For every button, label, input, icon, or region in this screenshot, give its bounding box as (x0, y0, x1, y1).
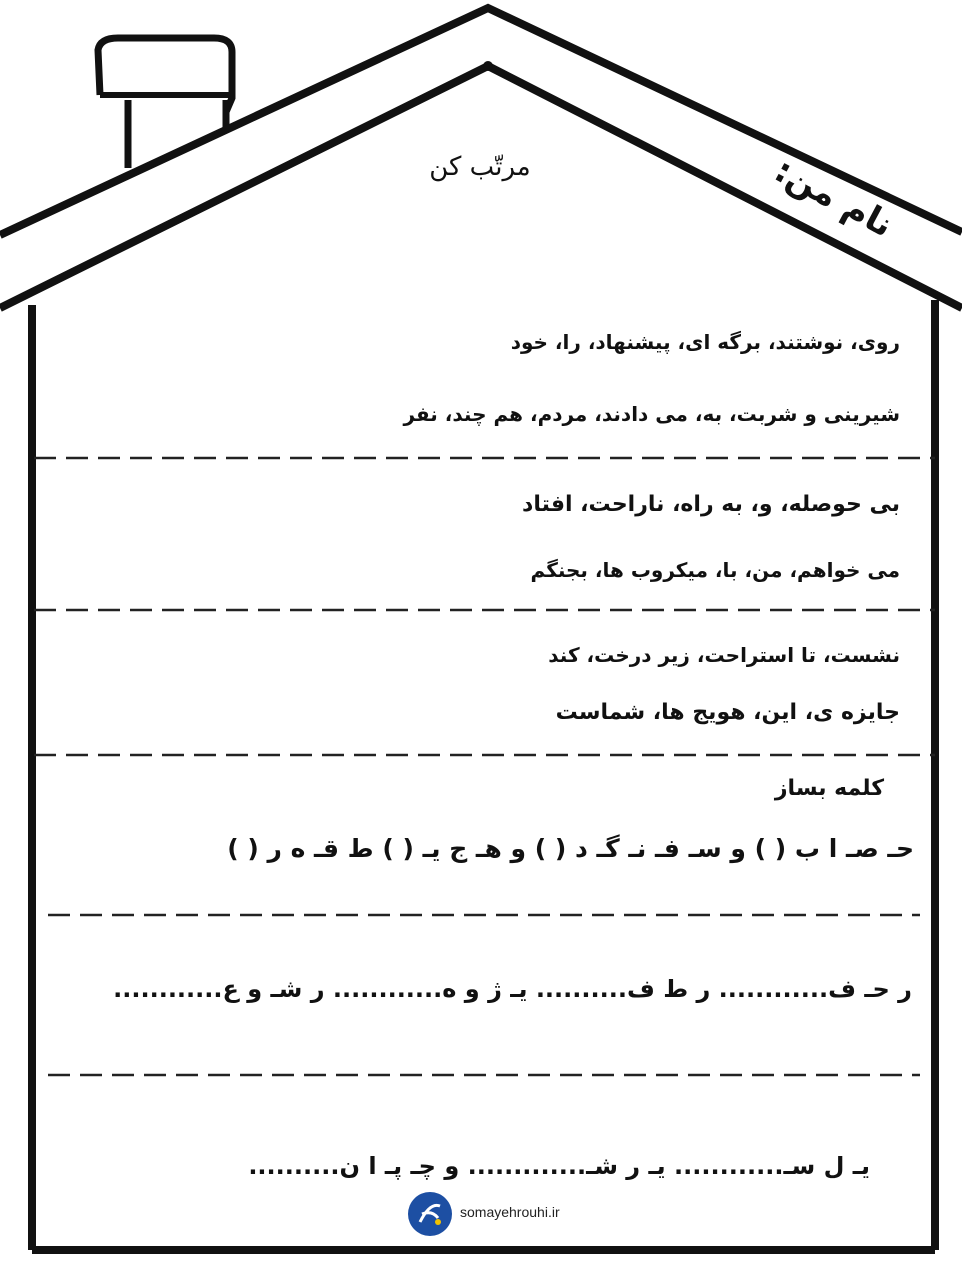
word-build-heading: کلمه بساز (774, 776, 884, 801)
sentence-1b: شیرینی و شربت، به، می دادند، مردم، هم چند، نفر (403, 402, 900, 426)
sentence-3a: نشست، تا استراحت، زیر درخت، کند (548, 643, 900, 667)
word-build-row-2: ر حـ ف............ ر ط ف.......... یـ ژ و ه............ ر شـ و ع............ (113, 975, 912, 1003)
sentence-1a: روی، نوشتند، برگه ای، پیشنهاد، را، خود (510, 330, 900, 354)
sentence-3b: جایزه ی، این، هویج ها، شماست (555, 700, 900, 725)
name-label: نام من: (768, 150, 900, 246)
sentence-2b: می خواهم، من، با، میکروب ها، بجنگم (530, 558, 900, 582)
chimney (98, 38, 232, 128)
site-url: somayehrouhi.ir (460, 1204, 560, 1220)
footer (408, 1192, 578, 1236)
word-build-row-1: حـ صـ ا ب ( ) و سـ فـ نـ گـ د ( ) و هـ ج یـ ( ) ط قـ ه ر ( ) (227, 834, 914, 863)
sentence-2a: بی حوصله، و، به راه، ناراحت، افتاد (522, 492, 900, 517)
school-logo-icon (408, 1192, 452, 1236)
page-title: مرتّب کن (429, 152, 531, 182)
word-build-row-3: یـ ل سـ............ یـ ر شـ............. و چـ پـ ا ن.......... (248, 1152, 870, 1180)
